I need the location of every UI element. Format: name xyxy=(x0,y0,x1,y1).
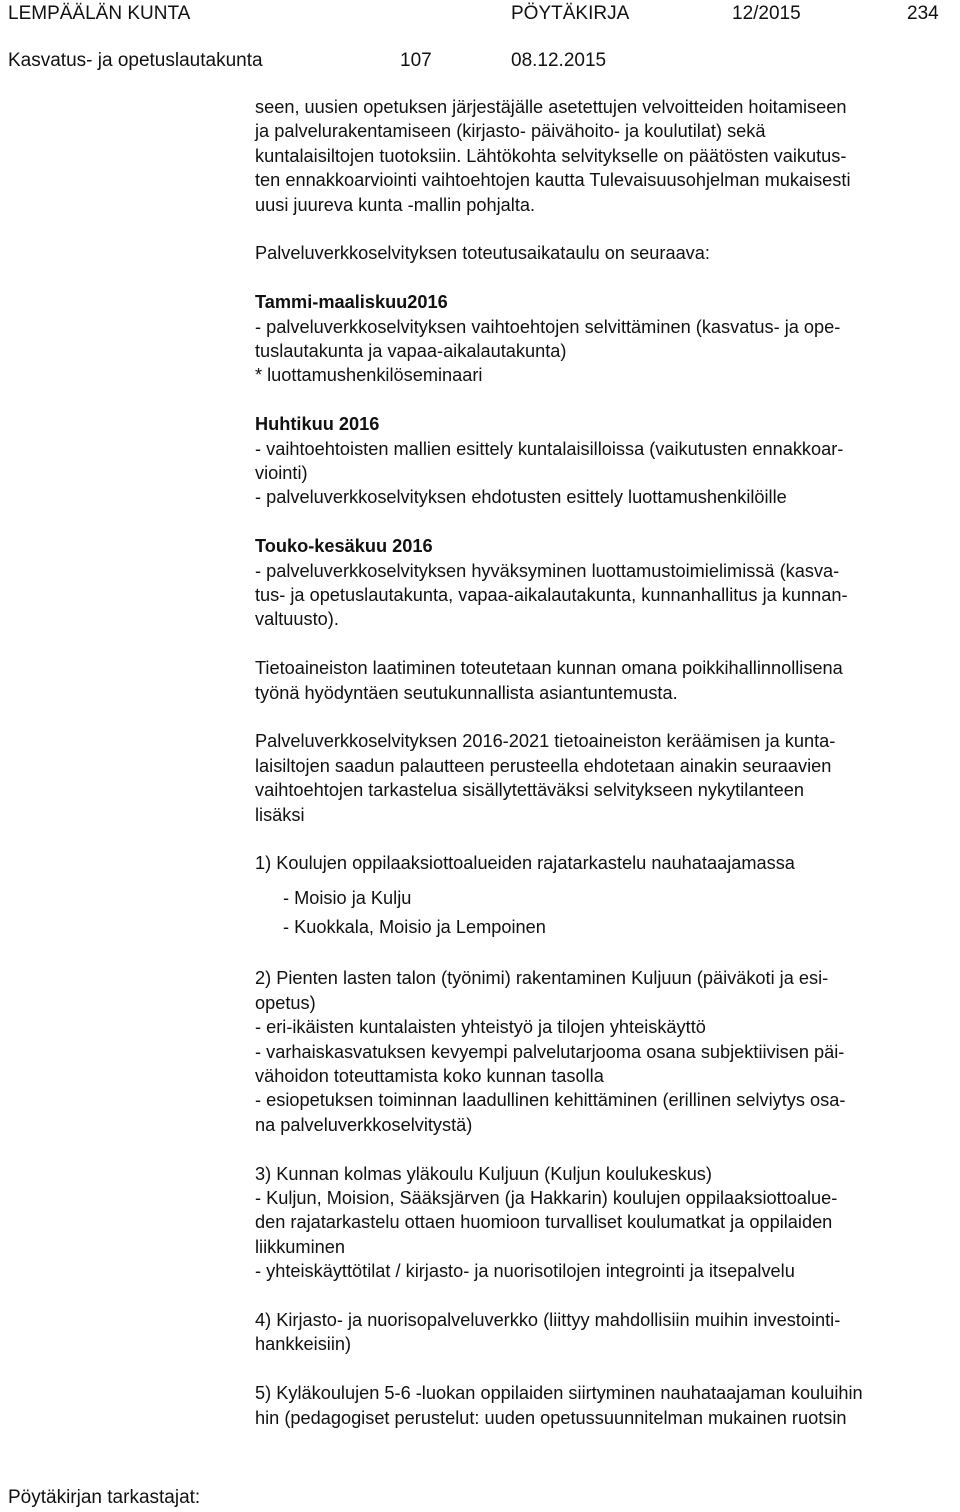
document-body xyxy=(255,95,950,1430)
text-line: kuntalaisiltojen tuotoksiin. Lähtökohta selvitykselle on päätösten vaikutus- xyxy=(255,145,847,166)
document-type: PÖYTÄKIRJA xyxy=(511,3,630,24)
option-5: 5) Kyläkoulujen 5-6 -luokan oppilaiden siirtyminen nauhataajaman kouluihin xyxy=(255,1383,863,1404)
text-line: - palveluverkkoselvityksen hyväksyminen luottamustoimielimissä (kasva- xyxy=(255,560,840,581)
text-line: Palveluverkkoselvityksen 2016-2021 tietoaineiston keräämisen ja kunta- xyxy=(255,731,836,752)
text-line: - vaihtoehtoisten mallien esittely kuntalaisilloissa (vaikutusten ennakkoar- xyxy=(255,438,844,459)
option-2: 2) Pienten lasten talon (työnimi) rakentaminen Kuljuun (päiväkoti ja esi- xyxy=(255,968,829,989)
text-line: ja palvelurakentamiseen (kirjasto- päivähoito- ja koulutilat) sekä xyxy=(255,121,766,142)
text-line: työnä hyödyntäen seutukunnallista asiantuntemusta. xyxy=(255,682,678,703)
text-line: na palveluverkkoselvitystä) xyxy=(255,1114,473,1135)
section-number: 107 xyxy=(400,50,432,71)
text-line: * luottamushenkilöseminaari xyxy=(255,365,483,386)
text-line: laisiltojen saadun palautteen perusteella ehdotetaan ainakin seuraavien xyxy=(255,755,832,776)
text-line: valtuusto). xyxy=(255,609,339,630)
issue-number: 12/2015 xyxy=(732,3,801,24)
committee-name: Kasvatus- ja opetuslautakunta xyxy=(8,50,263,71)
text-line: - yhteiskäyttötilat / kirjasto- ja nuorisotilojen integrointi ja itsepalvelu xyxy=(255,1261,795,1282)
text-line: tus- ja opetuslautakunta, vapaa-aikalautakunta, kunnanhallitus ja kunnan- xyxy=(255,585,848,606)
text-line: - Kuljun, Moision, Sääksjärven (ja Hakkarin) koulujen oppilaaksiottoalue- xyxy=(255,1187,838,1208)
municipality-name: LEMPÄÄLÄN KUNTA xyxy=(8,3,191,24)
text-line: - palveluverkkoselvityksen vaihtoehtojen selvittäminen (kasvatus- ja ope- xyxy=(255,316,841,337)
text-line: - eri-ikäisten kuntalaisten yhteistyö ja tilojen yhteiskäyttö xyxy=(255,1017,706,1038)
text-line: vähoidon toteuttamista koko kunnan tasolla xyxy=(255,1065,604,1086)
option-3: 3) Kunnan kolmas yläkoulu Kuljuun (Kuljun koulukeskus) xyxy=(255,1163,712,1184)
text-line: uusi juureva kunta -mallin pohjalta. xyxy=(255,194,536,215)
text-line: opetus) xyxy=(255,992,316,1013)
text-line: tuslautakunta ja vapaa-aikalautakunta) xyxy=(255,341,567,362)
list-item: - Moisio ja Kulju xyxy=(283,887,412,908)
text-line: lisäksi xyxy=(255,804,305,825)
option-1: 1) Koulujen oppilaaksiottoalueiden rajatarkastelu nauhataajamassa xyxy=(255,853,795,874)
minutes-checkers-label: Pöytäkirjan tarkastajat: xyxy=(8,1487,201,1508)
list-item: - Kuokkala, Moisio ja Lempoinen xyxy=(283,916,546,937)
text-line: ten ennakkoarviointi vaihtoehtojen kautta Tulevaisuusohjelman mukaisesti xyxy=(255,170,851,191)
text-line: - palveluverkkoselvityksen ehdotusten esittely luottamushenkilöille xyxy=(255,487,787,508)
text-line: - varhaiskasvatuksen kevyempi palvelutarjooma osana subjektiivisen päi- xyxy=(255,1041,845,1062)
schedule-intro: Palveluverkkoselvityksen toteutusaikataulu on seuraava: xyxy=(255,243,710,264)
text-line: viointi) xyxy=(255,463,308,484)
intro-paragraph xyxy=(255,95,950,217)
text-line: den rajatarkastelu ottaen huomioon turvalliset koulumatkat ja oppilaiden xyxy=(255,1212,833,1233)
option-4: 4) Kirjasto- ja nuorisopalveluverkko (liittyy mahdollisiin muihin investointi- xyxy=(255,1309,841,1330)
text-line: seen, uusien opetuksen järjestäjälle asetettujen velvoitteiden hoitamiseen xyxy=(255,97,847,117)
text-line: liikkuminen xyxy=(255,1236,345,1257)
text-line: vaihtoehtojen tarkastelua sisällytettäväksi selvitykseen nykytilanteen xyxy=(255,780,804,801)
schedule-heading-may-june: Touko-kesäkuu 2016 xyxy=(255,536,433,557)
text-line: Tietoaineiston laatiminen toteutetaan kunnan omana poikkihallinnollisena xyxy=(255,658,843,679)
text-line: - esiopetuksen toiminnan laadullinen kehittäminen (erillinen selviytys osa- xyxy=(255,1090,846,1111)
schedule-heading-q1: Tammi-maaliskuu2016 xyxy=(255,292,448,313)
meeting-date: 08.12.2015 xyxy=(511,50,607,71)
text-line: hankkeisiin) xyxy=(255,1334,352,1355)
schedule-heading-april: Huhtikuu 2016 xyxy=(255,414,380,435)
page-number: 234 xyxy=(907,3,939,24)
text-line: hin (pedagogiset perustelut: uuden opetussuunnitelman mukainen ruotsin xyxy=(255,1407,847,1428)
